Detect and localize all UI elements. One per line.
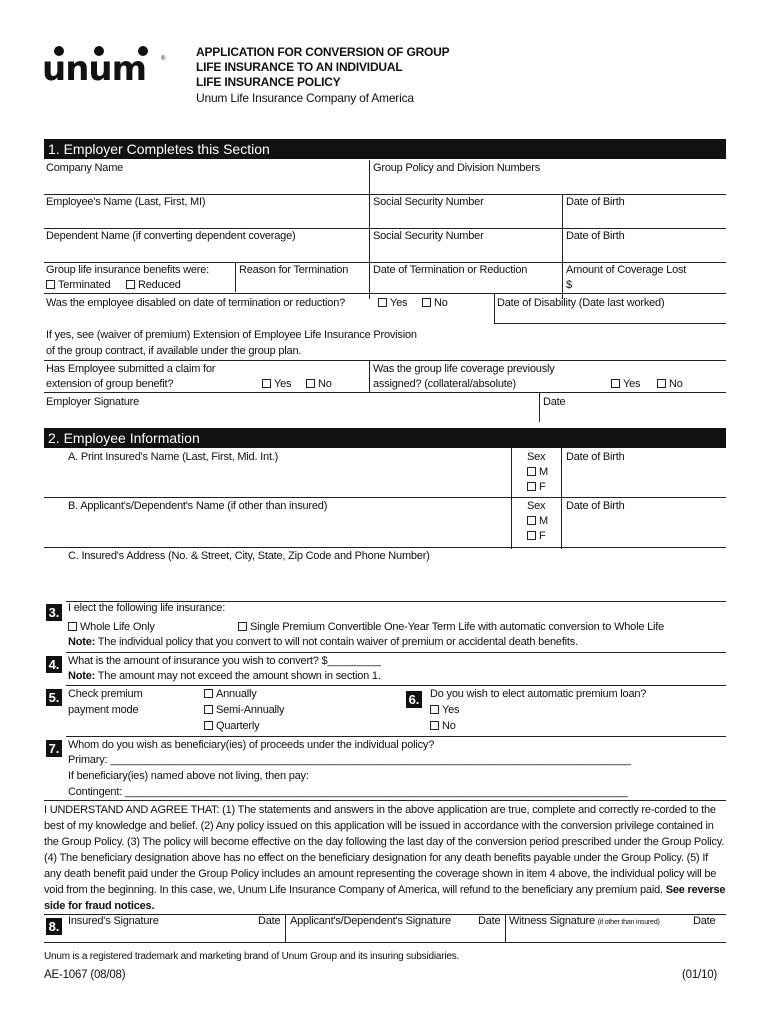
claim-question-line1: Has Employee submitted a claim for xyxy=(46,363,216,375)
if-yes-line1: If yes, see (waiver of premium) Extension of Employee Life Insurance Provision xyxy=(46,329,417,341)
ssn2-field[interactable]: Social Security Number xyxy=(373,230,484,242)
dollar-sign: $ xyxy=(566,279,572,291)
primary-beneficiary-field[interactable]: Primary: ________________________________________________________________________________________ xyxy=(68,754,631,766)
whole-life-checkbox[interactable] xyxy=(68,621,155,634)
semi-annually-checkbox[interactable] xyxy=(204,704,284,717)
assigned-question-line1: Was the group life coverage previously xyxy=(373,363,555,375)
reason-termination-field[interactable]: Reason for Termination xyxy=(239,264,349,276)
insured-f-label: F xyxy=(539,481,546,493)
q4-number: 4. xyxy=(46,656,62,673)
assigned-question-line2: assigned? (collateral/absolute) xyxy=(373,378,516,390)
assigned-no-label: No xyxy=(669,378,683,390)
loan-yes-checkbox[interactable] xyxy=(430,704,459,717)
insured-m-label: M xyxy=(539,466,548,478)
witness-note: (if other than insured) xyxy=(597,919,660,926)
q6-text: Do you wish to elect automatic premium loan? xyxy=(430,688,647,700)
assigned-yes-checkbox[interactable] xyxy=(611,378,640,391)
disabled-no-label: No xyxy=(434,297,448,309)
unum-logo xyxy=(42,44,167,92)
insured-sex-f-checkbox[interactable] xyxy=(527,481,546,494)
reduced-checkbox[interactable] xyxy=(126,279,181,292)
q5-number: 5. xyxy=(46,689,62,706)
q3-note-label: Note: xyxy=(68,636,96,648)
assigned-yes-label: Yes xyxy=(623,378,641,390)
agreement-text: I UNDERSTAND AND AGREE THAT: (1) The statements and answers in the above application are true, complete and correctly re-corded to the best of my knowledge and belief. (2) Any policy issued on this application will be issued in accordance with the conversion privilege contained in the Group Policy. (3) The policy will become effective on the day following the last day of the conversion period prescribed under the Group Policy. (4) The beneficiary designation above has no effect on the beneficiary designation for any death benefits payable under the Group Policy. (5) If any death benefit paid under the Group Policy includes an amount representing the coverage shown in item 4 above, the individual policy will be void from the beginning. In this case, we, Unum Life Insurance Company of America, will refund to the beneficiary any premium paid. xyxy=(44,804,725,896)
dob2-field[interactable]: Date of Birth xyxy=(566,230,625,242)
loan-no-label: No xyxy=(442,720,456,732)
agreement-paragraph xyxy=(44,802,728,914)
q3-text: I elect the following life insurance: xyxy=(68,602,226,614)
disabled-question: Was the employee disabled on date of termination or reduction? xyxy=(46,297,346,309)
witness-sig-label: Witness Signature xyxy=(509,915,595,927)
revision-date: (01/10) xyxy=(682,969,718,981)
section2-heading: 2. Employee Information xyxy=(44,428,726,448)
disabled-yes-label: Yes xyxy=(390,297,408,309)
quarterly-label: Quarterly xyxy=(216,720,260,732)
q4-note xyxy=(68,670,381,683)
date-termination-field[interactable]: Date of Termination or Reduction xyxy=(373,264,528,276)
contingent-beneficiary-field[interactable]: Contingent: _____________________________________________________________________________________ xyxy=(68,786,628,798)
insured-name-field[interactable]: A. Print Insured's Name (Last, First, Mid. Int.) xyxy=(68,451,279,463)
insured-sex-m-checkbox[interactable] xyxy=(527,466,548,479)
employer-date-field[interactable]: Date xyxy=(543,396,566,408)
annually-checkbox[interactable] xyxy=(204,688,257,701)
q7-text: Whom do you wish as beneficiary(ies) of proceeds under the individual policy? xyxy=(68,739,435,751)
q5-line1: Check premium xyxy=(68,688,143,700)
witness-sig-date[interactable]: Date xyxy=(693,915,716,927)
benefits-were-label: Group life insurance benefits were: xyxy=(46,264,209,276)
disabled-yes-checkbox[interactable] xyxy=(378,297,407,310)
q6-number: 6. xyxy=(406,691,422,708)
dob-field[interactable]: Date of Birth xyxy=(566,196,625,208)
insured-dob-field[interactable]: Date of Birth xyxy=(566,451,625,463)
q3-note xyxy=(68,636,578,649)
insured-sig-date[interactable]: Date xyxy=(258,915,281,927)
if-yes-line2: of the group contract, if available under the group plan. xyxy=(46,345,302,357)
applicant-sex-m-checkbox[interactable] xyxy=(527,515,548,528)
applicant-sig-date[interactable]: Date xyxy=(478,915,501,927)
form-title-line1: APPLICATION FOR CONVERSION OF GROUP xyxy=(196,45,450,59)
company-name-header: Unum Life Insurance Company of America xyxy=(196,91,414,105)
form-number: AE-1067 (08/08) xyxy=(44,969,126,981)
fraud-notice: See reverse side for fraud notices. xyxy=(44,884,726,912)
assigned-no-checkbox[interactable] xyxy=(657,378,683,391)
insured-signature-field[interactable]: Insured's Signature xyxy=(68,915,159,927)
ssn-field[interactable]: Social Security Number xyxy=(373,196,484,208)
logo-text: unum xyxy=(42,49,147,89)
annually-label: Annually xyxy=(216,688,257,700)
terminated-label: Terminated xyxy=(58,279,111,291)
applicant-m-label: M xyxy=(539,515,548,527)
claim-no-checkbox[interactable] xyxy=(306,378,332,391)
q8-number: 8. xyxy=(46,918,62,935)
q4-note-label: Note: xyxy=(68,670,96,682)
applicant-signature-field[interactable]: Applicant's/Dependent's Signature xyxy=(290,915,451,927)
q3-number: 3. xyxy=(46,604,62,621)
q4-text[interactable]: What is the amount of insurance you wish to convert? $_________ xyxy=(68,655,381,667)
q4-note-text: The amount may not exceed the amount shown in section 1. xyxy=(95,670,381,682)
form-title-line2: LIFE INSURANCE TO AN INDIVIDUAL xyxy=(196,60,403,74)
if-not-living-label: If beneficiary(ies) named above not living, then pay: xyxy=(68,770,309,782)
claim-no-label: No xyxy=(318,378,332,390)
applicant-f-label: F xyxy=(539,530,546,542)
claim-question-line2: extension of group benefit? xyxy=(46,378,174,390)
whole-life-label: Whole Life Only xyxy=(80,621,155,633)
disabled-no-checkbox[interactable] xyxy=(422,297,448,310)
company-name-field[interactable]: Company Name xyxy=(46,162,124,174)
quarterly-checkbox[interactable] xyxy=(204,720,259,733)
amount-lost-field[interactable]: Amount of Coverage Lost xyxy=(566,264,687,276)
single-premium-label: Single Premium Convertible One-Year Term Life with automatic conversion to Whole Life xyxy=(250,621,665,633)
insured-sex-label: Sex xyxy=(527,451,546,463)
date-disability-field[interactable]: Date of Disability (Date last worked) xyxy=(497,297,665,309)
terminated-checkbox[interactable] xyxy=(46,279,110,292)
witness-signature-field[interactable] xyxy=(509,915,660,929)
group-policy-field[interactable]: Group Policy and Division Numbers xyxy=(373,162,541,174)
reduced-label: Reduced xyxy=(138,279,181,291)
single-premium-checkbox[interactable] xyxy=(238,621,664,634)
semi-annually-label: Semi-Annually xyxy=(216,704,285,716)
employer-signature-field[interactable]: Employer Signature xyxy=(46,396,140,408)
employee-name-field[interactable]: Employee's Name (Last, First, MI) xyxy=(46,196,206,208)
claim-yes-label: Yes xyxy=(274,378,292,390)
applicant-name-field[interactable]: B. Applicant's/Dependent's Name (if other than insured) xyxy=(68,500,328,512)
q7-number: 7. xyxy=(46,740,62,757)
claim-yes-checkbox[interactable] xyxy=(262,378,291,391)
trademark-notice: Unum is a registered trademark and marketing brand of Unum Group and its insuring subsidiaries. xyxy=(44,951,460,962)
dependent-name-field[interactable]: Dependent Name (if converting dependent coverage) xyxy=(46,230,296,242)
registered-mark: ® xyxy=(161,56,166,62)
form-title-line3: LIFE INSURANCE POLICY xyxy=(196,75,341,89)
loan-yes-label: Yes xyxy=(442,704,460,716)
loan-no-checkbox[interactable] xyxy=(430,720,456,733)
applicant-sex-label: Sex xyxy=(527,500,546,512)
applicant-dob-field[interactable]: Date of Birth xyxy=(566,500,625,512)
q5-line2: payment mode xyxy=(68,704,139,716)
q3-note-text: The individual policy that you convert to will not contain waiver of premium or accidental death benefits. xyxy=(95,636,578,648)
applicant-sex-f-checkbox[interactable] xyxy=(527,530,546,543)
section1-heading: 1. Employer Completes this Section xyxy=(44,139,726,159)
insured-address-field[interactable]: C. Insured's Address (No. & Street, City, State, Zip Code and Phone Number) xyxy=(68,550,430,562)
